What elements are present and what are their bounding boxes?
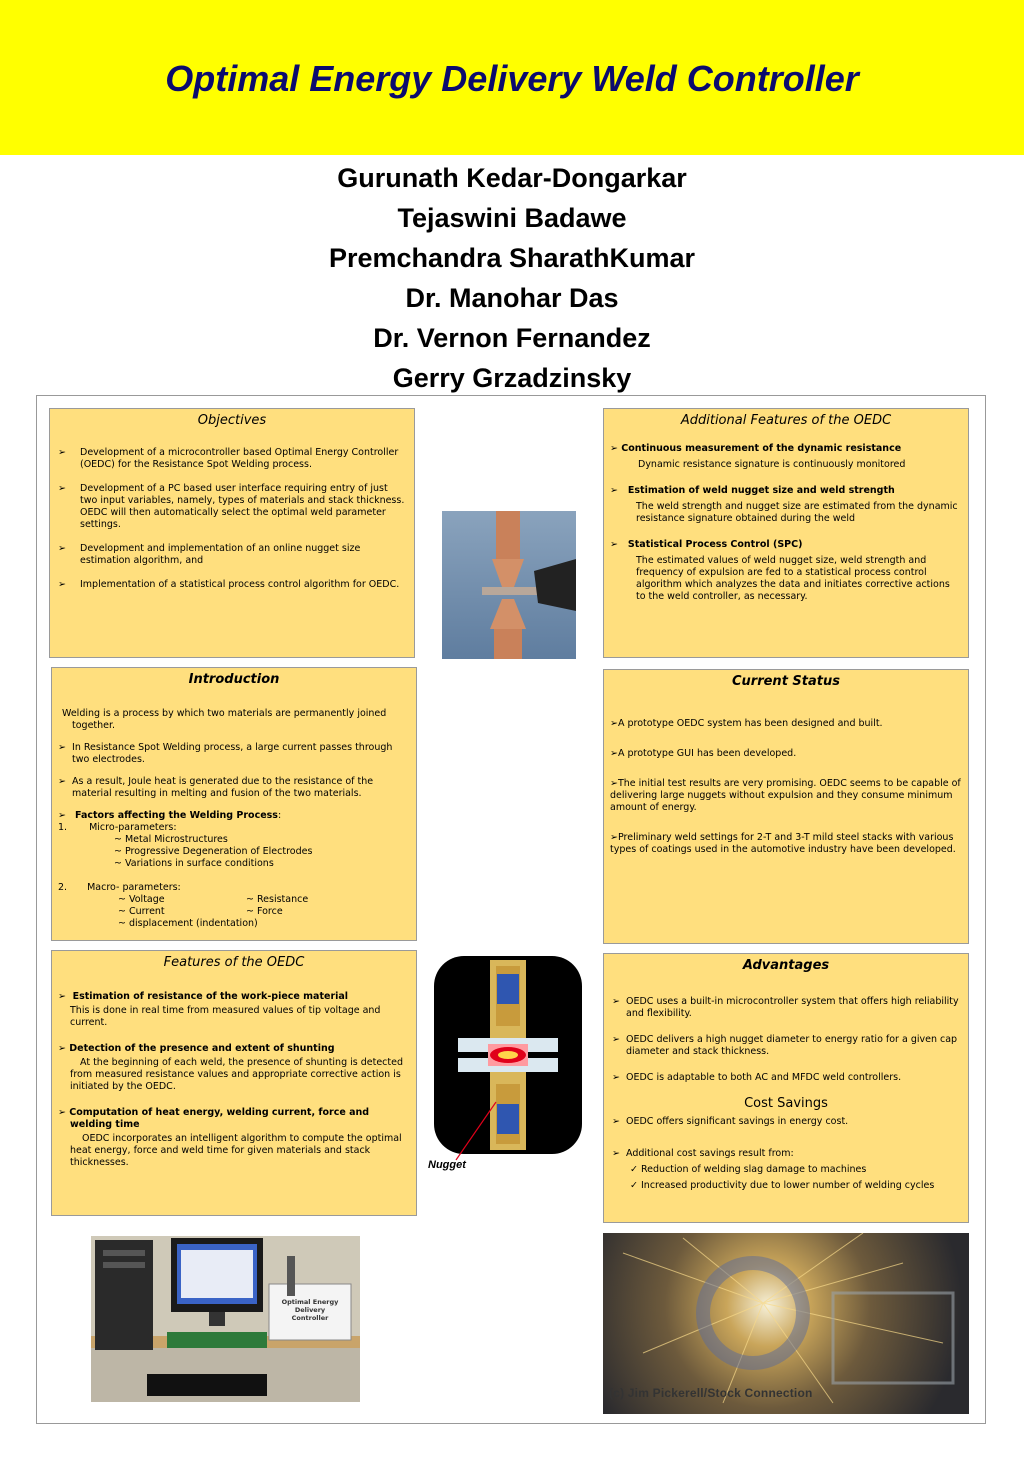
author: Gurunath Kedar-Dongarkar xyxy=(337,163,687,193)
list-item: ➢ Computation of heat energy, welding current, force and welding time OEDC incorporates an intelligent algorithm to compute the optimal heat energy, force and weld time for given materials and stack thicknesses. xyxy=(58,1107,402,1168)
list-item: ➢ As a result, Joule heat is generated due to the resistance of the material resulting in melting and fusion of the two materials. xyxy=(58,776,374,799)
list-item: ➢ OEDC is adaptable to both AC and MFDC weld controllers. xyxy=(612,1072,902,1083)
arrow-bullet-icon: ➢ xyxy=(58,1107,66,1118)
list-item: ➢ In Resistance Spot Welding process, a large current passes through two electrodes. xyxy=(58,742,393,765)
check-item: ✓ Reduction of welding slag damage to machines xyxy=(630,1164,867,1175)
factors-title: ➢ Factors affecting the Welding Process: xyxy=(58,810,282,821)
list-item: ➢ Statistical Process Control (SPC) The estimated values of weld nugget size, weld strength and frequency of expulsion are fed to a statistical process control algorithm which analyzes the data and initiates corrective actions to the weld controller, as necessary. xyxy=(610,539,950,602)
electrode-photo xyxy=(442,511,576,659)
arrow-bullet-icon: ➢ xyxy=(58,810,66,821)
current-status-box xyxy=(603,669,969,944)
arrow-bullet-icon: ➢ xyxy=(612,1072,620,1083)
macro-row: ~ displacement (indentation) xyxy=(118,918,258,929)
macro-row: ~ Current ~ Force xyxy=(118,906,283,917)
micro-item: ~ Progressive Degeneration of Electrodes xyxy=(114,846,313,857)
list-item: ➢ Estimation of weld nugget size and weld strength The weld strength and nugget size are estimated from the dynamic resistance signature obtained during the weld xyxy=(610,485,958,524)
list-item: ➢Preliminary weld settings for 2-T and 3-T mild steel stacks with various types of coatings used in the automotive industry have been developed. xyxy=(610,832,956,855)
arrow-bullet-icon: ➢ xyxy=(610,539,618,550)
arrow-bullet-icon: ➢ xyxy=(58,483,66,494)
electrode-illustration xyxy=(442,511,576,659)
list-item: ➢ Development of a PC based user interface requiring entry of just two input variables, namely, types of materials and stack thickness. OEDC will then automatically select the optimal weld parameter settings. xyxy=(58,483,405,530)
objectives-box xyxy=(49,408,415,658)
arrow-bullet-icon: ➢ xyxy=(58,776,66,787)
arrow-bullet-icon: ➢ xyxy=(58,543,66,554)
list-item: ➢ OEDC offers significant savings in energy cost. xyxy=(612,1116,849,1127)
author: Premchandra SharathKumar xyxy=(328,243,696,273)
poster-title: Optimal Energy Delivery Weld Controller xyxy=(165,58,859,99)
list-item: ➢ Continuous measurement of the dynamic resistance Dynamic resistance signature is continuously monitored xyxy=(610,443,906,470)
introduction-heading: Introduction xyxy=(188,672,280,687)
micro-item: ~ Metal Microstructures xyxy=(114,834,228,845)
arrow-bullet-icon: ➢ xyxy=(58,447,66,458)
arrow-bullet-icon: ➢ xyxy=(610,748,618,759)
list-item: ➢The initial test results are very promising. OEDC seems to be capable of delivering large nuggets without expulsion and they consume minimum amount of energy. xyxy=(610,778,961,813)
arrow-bullet-icon: ➢ xyxy=(610,832,618,843)
list-item: ➢ OEDC delivers a high nugget diameter to energy ratio for a given cap diameter and stack thickness. xyxy=(612,1034,958,1057)
advantages-box xyxy=(603,953,969,1223)
author: Dr. Manohar Das xyxy=(405,283,619,313)
micro-item: ~ Variations in surface conditions xyxy=(114,858,274,869)
arrow-bullet-icon: ➢ xyxy=(58,991,66,1002)
intro-paragraph: Welding is a process by which two materials are permanently joined together. xyxy=(62,708,387,731)
author: Tejaswini Badawe xyxy=(397,203,627,233)
nugget-label: Nugget xyxy=(428,1159,466,1171)
author: Dr. Vernon Fernandez xyxy=(373,323,651,353)
check-item: ✓ Increased productivity due to lower number of welding cycles xyxy=(630,1180,935,1191)
checkmark-icon: ✓ xyxy=(630,1164,638,1175)
arrow-bullet-icon: ➢ xyxy=(612,996,620,1007)
features-heading: Features of the OEDC xyxy=(163,955,305,970)
arrow-bullet-icon: ➢ xyxy=(58,1043,66,1054)
additional-heading: Additional Features of the OEDC xyxy=(680,413,892,428)
additional-features-box xyxy=(603,408,969,658)
objectives-heading: Objectives xyxy=(197,413,267,428)
list-item: ➢ Implementation of a statistical process control algorithm for OEDC. xyxy=(58,579,400,590)
welding-sparks-photo xyxy=(603,1233,969,1414)
macro-label: 2. Macro- parameters: xyxy=(58,882,181,893)
list-item: ➢ OEDC uses a built-in microcontroller system that offers high reliability and flexibility. xyxy=(612,996,959,1019)
list-item: ➢A prototype GUI has been developed. xyxy=(610,748,797,759)
list-item: ➢ Development of a microcontroller based Optimal Energy Controller (OEDC) for the Resistance Spot Welding process. xyxy=(58,447,399,470)
arrow-bullet-icon: ➢ xyxy=(612,1034,620,1045)
list-item: ➢ Development and implementation of an online nugget size estimation algorithm, and xyxy=(58,543,361,566)
prototype-lab-photo xyxy=(91,1236,360,1402)
author-list xyxy=(0,158,1024,398)
arrow-bullet-icon: ➢ xyxy=(610,778,618,789)
checkmark-icon: ✓ xyxy=(630,1180,638,1191)
arrow-bullet-icon: ➢ xyxy=(612,1116,620,1127)
status-heading: Current Status xyxy=(732,674,840,689)
nugget-pointer-line xyxy=(440,1100,500,1162)
micro-label: 1. Micro-parameters: xyxy=(58,822,177,833)
arrow-bullet-icon: ➢ xyxy=(612,1148,620,1159)
list-item: ➢ Additional cost savings result from: xyxy=(612,1148,794,1159)
device-label: Optimal Energy Delivery Controller xyxy=(281,1298,339,1322)
list-item: ➢ Estimation of resistance of the work-piece material This is done in real time from measured values of tip voltage and current. xyxy=(58,991,381,1028)
author: Gerry Grzadzinsky xyxy=(392,363,632,393)
introduction-box xyxy=(51,667,417,941)
arrow-bullet-icon: ➢ xyxy=(610,485,618,496)
cost-savings-heading: Cost Savings xyxy=(744,1096,828,1111)
arrow-bullet-icon: ➢ xyxy=(610,718,618,729)
photo-credit: (c) Jim Pickerell/Stock Connection xyxy=(609,1386,813,1400)
features-box xyxy=(51,950,417,1216)
advantages-heading: Advantages xyxy=(742,958,830,973)
arrow-bullet-icon: ➢ xyxy=(58,742,66,753)
macro-row: ~ Voltage ~ Resistance xyxy=(118,894,309,905)
list-item: ➢A prototype OEDC system has been designed and built. xyxy=(610,718,883,729)
arrow-bullet-icon: ➢ xyxy=(58,579,66,590)
list-item: ➢ Detection of the presence and extent of shunting At the beginning of each weld, the presence of shunting is detected from measured resistance values and appropriate corrective action is initiated by the OEDC. xyxy=(58,1043,403,1092)
arrow-bullet-icon: ➢ xyxy=(610,443,618,454)
